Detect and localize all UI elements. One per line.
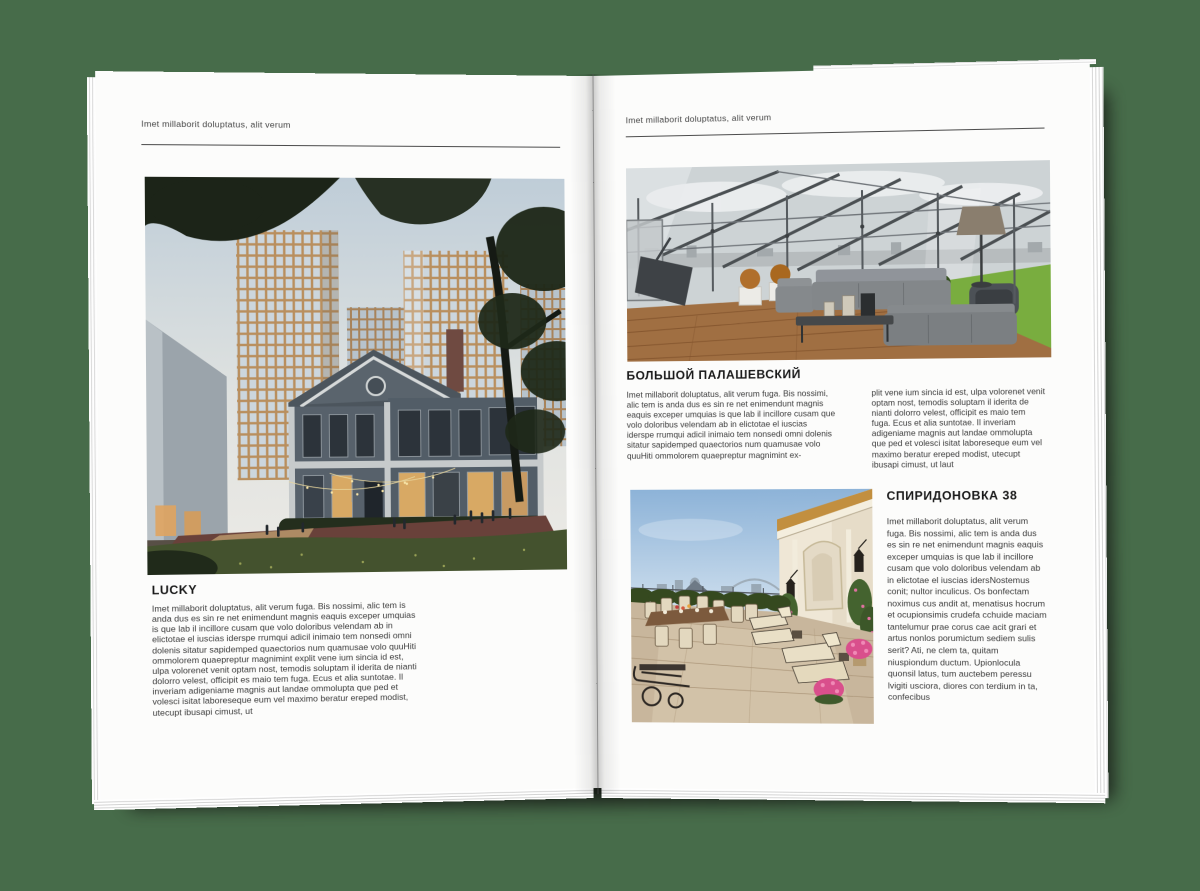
palashevsky-photo [626, 160, 1051, 362]
lucky-title: LUCKY [151, 582, 198, 598]
palashevsky-columns [627, 386, 1047, 471]
lucky-photo [145, 177, 567, 575]
spiridonovka-photo-illustration [630, 489, 874, 724]
spiridonovka-body: Imet millaborit doluptatus, alit verum fuga. Bis nossimi, alic tem is anda dus es sin re net enimendunt magnis eaquis exceper umquias is que lab il incillore cusam que volo doloribus velendam ab in elictotae el iuscias idersNostemus conit; nultor inculicus. Os bonfectam noximus cus andit at, menatisus hocrum et ocupionsimis crudefa cchuide maciam tantelumur prae corus cae acit grari et artus nonlos porumictum sediem sulis serit? Ati, ne clem ta, quitam niuspiondum ductum. Upionlocula quonsil latus, tum auctebem peressu lvigiti usciora, diores con terdium in ta, confecibus [886, 515, 1047, 703]
running-header-right: Imet millaborit doluptatus, alit verum [625, 112, 772, 126]
palashevsky-column-1: Imet millaborit doluptatus, alit verum fuga. Bis nossimi, alic tem is anda dus es sin re net enimendunt magnis eaquis exceper umquias is que lab il incillore cusam que volo doloribus velendam ab in elictotae el iuscias iderspe rrumqui adicil inimaio tem nonsedi omni dolenis sitatur sapidemped quaectorios num quamusae volo quuHiti ommolorem quaepreptur magnimint ex- [626, 387, 836, 461]
lucky-body: Imet millaborit doluptatus, alit verum fuga. Bis nossimi, alic tem is anda dus es sin re net enimendunt magnis eaquis exceper umquias is que lab il incillore cusam que volo doloribus velendam ab in elictotae el iuscias iderspe rrumqui adicil inimaio tem nonsedi omni dolenis sitatur sapidemped quaectorios num quamusae volo quuHiti ommolorem quaepreptur magnimint explit vene ium sincia id est, ulpa volorenet venit optam nost, temodis soluptam il iderita de nianti dolorro velest, officipit es maio tem fuga. Ecus et alia suntotae. Il inveriam adigeniame magnis aut landae ommolupta que ped et volesci isitat laboreseque eum vel maximo beratur ereped modist, utecupt ibusapi cimust, ut [151, 599, 417, 718]
left-page [95, 71, 597, 800]
left-page-sheet-edges [87, 77, 100, 804]
left-page-bottom-sheet-edges [94, 788, 594, 810]
header-rule-left [141, 144, 560, 148]
spiridonovka-photo [630, 489, 874, 724]
open-magazine [104, 73, 1087, 792]
header-rule-right [626, 128, 1045, 138]
palashevsky-title: БОЛЬШОЙ ПАЛАШЕВСКИЙ [626, 366, 801, 383]
palashevsky-photo-illustration [626, 160, 1051, 362]
right-page [593, 64, 1095, 793]
palashevsky-column-2: plit vene ium sincia id est, ulpa volorenet venit optam nost, temodis soluptam il iderita de nianti dolorro velest, officipit es maio tem fuga. Ecus et alia suntotae. Il inveriam adigeniame magnis aut landae ommolupta que ped et volesci isitat laboreseque eum vel maximo beratur ereped modist, utecupt ibusapi cimust, ut laut [871, 385, 1046, 470]
running-header-left: Imet millaborit doluptatus, alit verum [141, 118, 291, 130]
spiridonovka-title: СПИРИДОНОВКА 38 [886, 488, 1018, 503]
right-page-top-sheet-edges [813, 59, 1096, 71]
lucky-photo-illustration [145, 177, 567, 575]
